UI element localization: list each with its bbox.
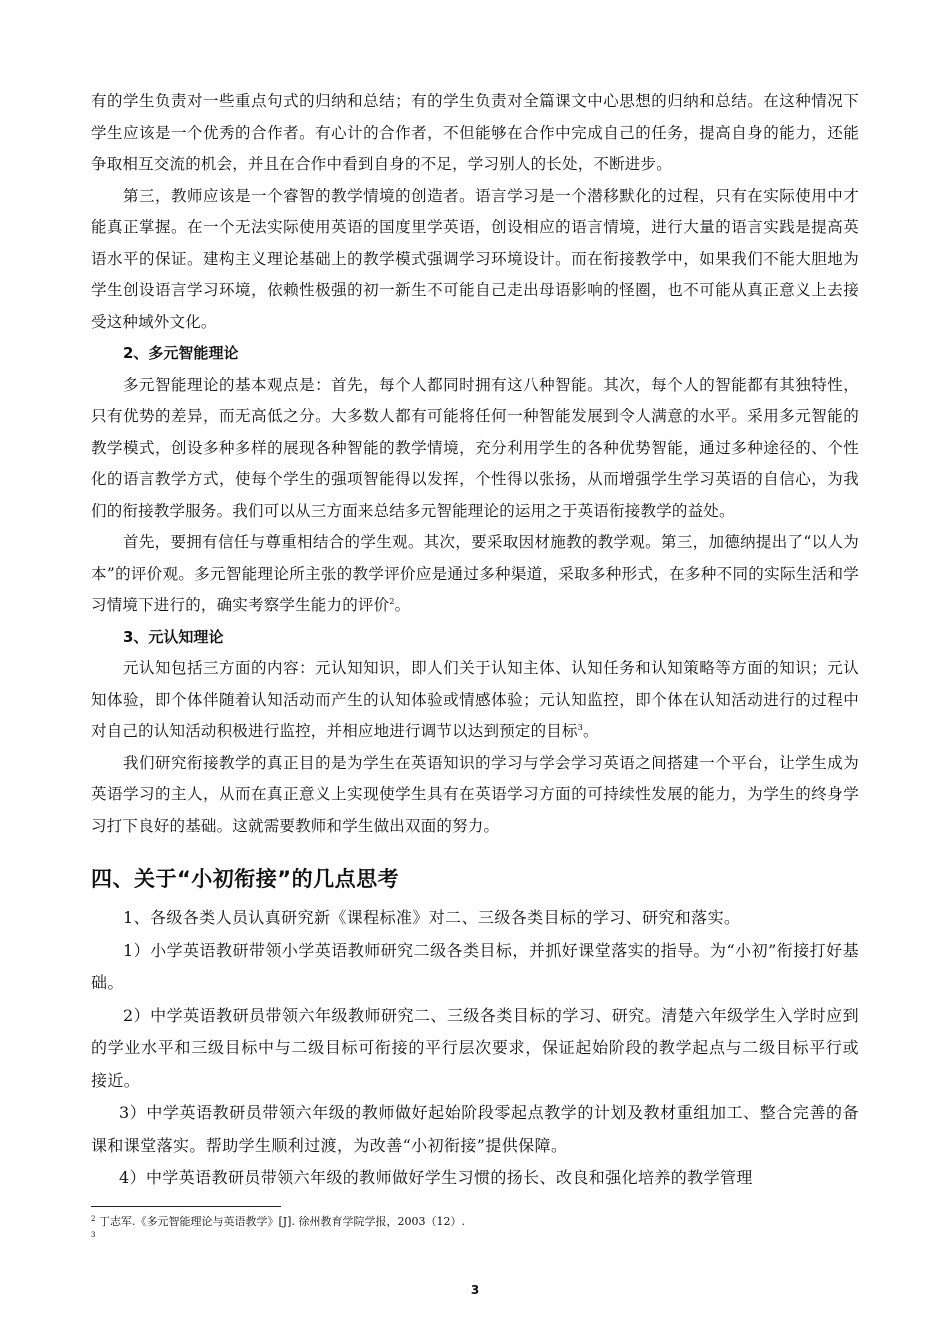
paragraph: 第三，教师应该是一个睿智的教学情境的创造者。语言学习是一个潜移默化的过程，只有在实际使用中才能真正掌握。在一个无法实际使用英语的国度里学英语，创设相应的语言情境，进行大量的语言实践是提高英语水平的保证。建构主义理论基础上的教学模式强调学习环境设计。而在衔接教学中，如果我们不能大胆地为学生创设语言学习环境，依赖性极强的初一新生不可能自己走出母语影响的怪圈，也不可能从真正意义上去接受这种域外文化。 — [91, 186, 859, 331]
section-heading: 3、元认知理论 — [123, 627, 224, 646]
chapter-heading: 四、关于“小初衔接”的几点思考 — [91, 867, 400, 891]
footnotes — [91, 1214, 859, 1246]
list-item: 1、各级各类人员认真研究新《课程标准》对二、三级各类目标的学习、研究和落实。 — [123, 908, 741, 927]
list-item: 3）中学英语教研员带领六年级的教师做好起始阶段零起点教学的计划及教材重组加工、整合完善的备课和课堂落实。帮助学生顺利过渡，为改善“小初衔接”提供保障。 — [91, 1103, 859, 1155]
paragraph: 多元智能理论的基本观点是：首先，每个人都同时拥有这八种智能。其次，每个人的智能都有其独特性，只有优势的差异，而无高低之分。大多数人都有可能将任何一种智能发展到令人满意的水平。采用多元智能的教学模式，创设多种多样的展现各种智能的教学情境，充分利用学生的各种优势智能，通过多种途径的、个性化的语言教学方式，使每个学生的强项智能得以发挥，个性得以张扬，从而增强学生学习英语的自信心，为我们的衔接教学服务。我们可以从三方面来总结多元智能理论的运用之于英语衔接教学的益处。 — [91, 375, 859, 520]
list-item: 4）中学英语教研员带领六年级的教师做好学生习惯的扬长、改良和强化培养的教学管理 — [119, 1168, 753, 1187]
list-item: 1）小学英语教研带领小学英语教师研究二级各类目标，并抓好课堂落实的指导。为“小初”衔接打好基础。 — [91, 940, 859, 992]
paragraph-text-end: 。 — [583, 722, 599, 740]
paragraph: 有的学生负责对一些重点句式的归纳和总结；有的学生负责对全篇课文中心思想的归纳和总结。在这种情况下学生应该是一个优秀的合作者。有心计的合作者，不但能够在合作中完成自己的任务，提高自身的能力，还能争取相互交流的机会，并且在合作中看到自身的不足，学习别人的长处，不断进步。 — [91, 92, 859, 173]
footnote-number: 3 — [91, 1231, 96, 1239]
paragraph-text: 元认知包括三方面的内容：元认知知识，即人们关于认知主体、认知任务和认知策略等方面的知识；元认知体验，即个体伴随着认知活动而产生的认知体验或情感体验；元认知监控，即个体在认知活动进行的过程中对自己的认知活动积极进行监控，并相应地进行调节以达到预定的目标 — [91, 659, 859, 740]
paragraph-text: 首先，要拥有信任与尊重相结合的学生观。其次，要采取因材施教的教学观。第三，加德纳提出了“以人为本”的评价观。多元智能理论所主张的教学评价应是通过多种渠道，采取多种形式，在多种不同的实际生活和学习情境下进行的，确实考察学生能力的评价 — [91, 533, 859, 614]
page-number: 3 — [470, 1283, 480, 1297]
paragraph — [91, 653, 859, 748]
paragraph-text-end: 。 — [394, 596, 411, 614]
footnote-ref[interactable]: 3 — [577, 723, 583, 732]
page-body — [91, 86, 859, 1195]
footnote-divider — [91, 1206, 281, 1207]
footnote-text: 丁志军.《多元智能理论与英语教学》[J]. 徐州教育学院学报，2003（12）. — [98, 1215, 465, 1228]
footnote — [91, 1230, 859, 1246]
footnote — [91, 1214, 859, 1230]
section-heading: 2、多元智能理论 — [123, 344, 239, 362]
paragraph — [91, 527, 859, 622]
list-item: 2）中学英语教研员带领六年级教师研究二、三级各类目标的学习、研究。清楚六年级学生入学时应到的学业水平和三级目标中与二级目标可衔接的平行层次要求，保证起始阶段的教学起点与二级目标平行或接近。 — [91, 1005, 859, 1090]
footnote-number: 2 — [91, 1215, 96, 1223]
paragraph: 我们研究衔接教学的真正目的是为学生在英语知识的学习与学会学习英语之间搭建一个平台，让学生成为英语学习的主人，从而在真正意义上实现使学生具有在英语学习方面的可持续性发展的能力，为学生的终身学习打下良好的基础。这就需要教师和学生做出双面的努力。 — [91, 753, 859, 835]
footnote-ref[interactable]: 2 — [389, 597, 395, 606]
